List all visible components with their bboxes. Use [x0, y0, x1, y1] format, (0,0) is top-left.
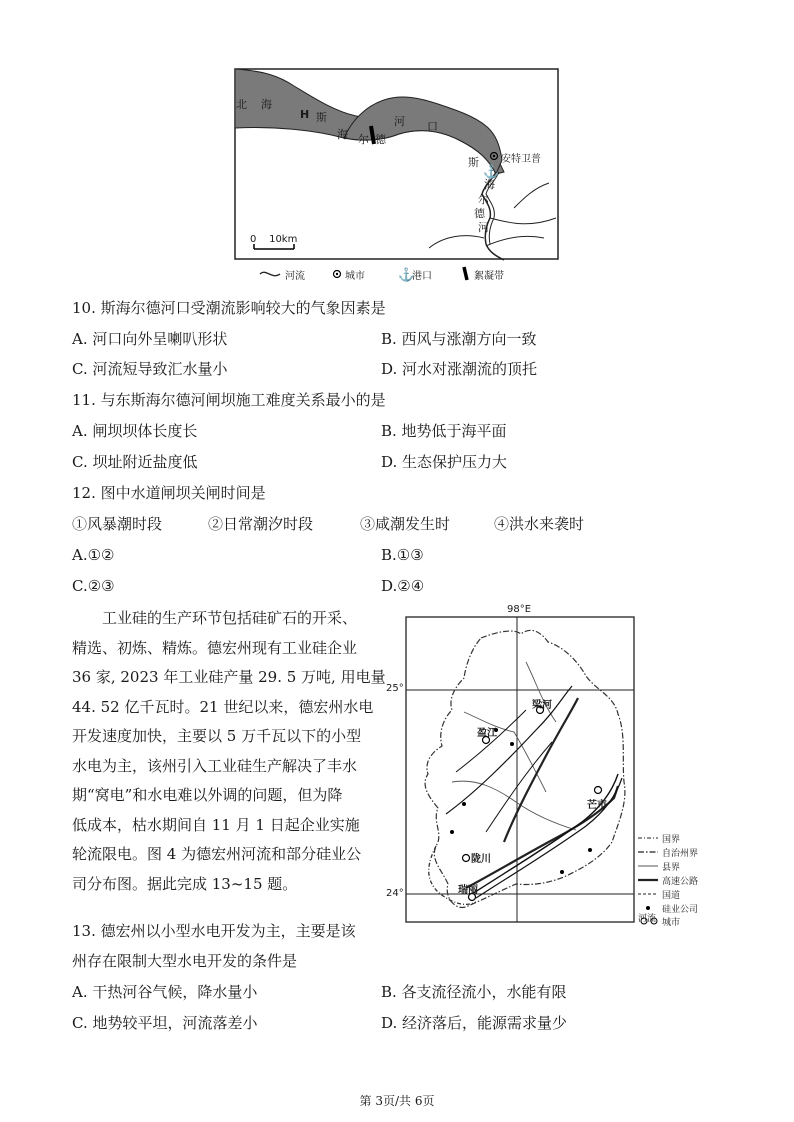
q13-option-d[interactable]: D. 经济落后，能源需求量少: [381, 1014, 568, 1032]
passage-line: 轮流限电。图 4 为德宏州河流和部分硅业公: [72, 845, 362, 863]
map-label-river-5: 河: [478, 221, 489, 234]
dehong-map: [386, 602, 716, 932]
q10-stem: 10. 斯海尔德河口受潮流影响较大的气象因素是: [72, 299, 386, 317]
map-label-antwerp: 安特卫普: [501, 154, 541, 165]
passage-line: 精选、初炼、精炼。德宏州现有工业硅企业: [72, 638, 358, 657]
legend-river-icon: [260, 272, 280, 275]
silicon-company-icon: [560, 870, 564, 874]
city-label-longchuan: 陇川: [471, 854, 491, 865]
passage-line: 水电为主，该州引入工业硅生产解决了丰水: [72, 756, 358, 775]
map-label-estuary-2: 海: [337, 128, 348, 141]
map-label-estuary-6: 口: [427, 120, 438, 133]
legend-zone-label: 絮凝带: [474, 271, 504, 282]
q12-item-2: ②日常潮汐时段: [208, 515, 314, 533]
q10-option-c[interactable]: C. 河流短导致汇水量小: [72, 360, 228, 378]
city-label-mangshi: 芒市: [587, 800, 607, 811]
silicon-company-icon: [450, 830, 454, 834]
map-label-estuary-4: 德: [375, 133, 386, 146]
q12-option-b[interactable]: B.①③: [381, 546, 424, 564]
q10-option-b[interactable]: B. 西风与涨潮方向一致: [381, 330, 537, 348]
city-label-yingjiang: 盈江: [477, 728, 497, 739]
map-label-estuary-5: 河: [394, 115, 405, 128]
passage-line: 44. 52 亿千瓦时。21 世纪以来，德宏州水电: [72, 697, 374, 716]
legend-city: 城市: [662, 918, 681, 928]
map-lat-top-label: 25°: [386, 683, 404, 694]
q13-option-a[interactable]: A. 干热河谷气候，降水量小: [72, 983, 258, 1001]
city-longchuan-icon: [463, 855, 470, 862]
page-number: 第 3页/共 6页: [359, 1094, 435, 1108]
city-label-lianghe: 梁河: [532, 700, 552, 711]
map-label-h: H: [300, 108, 310, 121]
passage-text: [72, 604, 386, 899]
legend-zone-icon: [464, 267, 467, 280]
passage-line: 36 家, 2023 年工业硅产量 29. 5 万吨, 用电量: [72, 668, 386, 686]
q11-option-c[interactable]: C. 坝址附近盐度低: [72, 453, 198, 471]
q12-item-1: ①风暴潮时段: [72, 515, 163, 533]
legend-national-road: 国道: [662, 891, 681, 901]
map-label-estuary-3: 尔: [358, 133, 369, 146]
legend-highway: 高速公路: [662, 877, 699, 887]
silicon-company-icon: [462, 802, 466, 806]
passage-line: 开发速度加快，主要以 5 万千瓦以下的小型: [72, 727, 362, 745]
map-label-river-2: 海: [484, 178, 495, 191]
q11-option-d[interactable]: D. 生态保护压力大: [381, 453, 508, 471]
legend-county-border: 县界: [662, 863, 681, 873]
q13-stem-line-2: 州存在限制大型水电开发的条件是: [72, 952, 298, 970]
legend-river-label-2: 河流: [638, 914, 657, 924]
passage-line: 低成本，枯水期间自 11 月 1 日起企业实施: [72, 815, 360, 834]
legend-silicon-company: 硅业公司: [662, 905, 699, 915]
q11-option-a[interactable]: A. 闸坝坝体长度长: [72, 422, 198, 440]
passage-line: 司分布图。据此完成 13~15 题。: [72, 874, 298, 893]
q13-stem-line-1: 13. 德宏州以小型水电开发为主，主要是该: [72, 922, 356, 940]
legend-national-border: 国界: [662, 835, 681, 845]
city-label-ruili: 瑞丽: [458, 885, 478, 896]
map-label-river-3: 尔: [478, 193, 489, 206]
q11-stem: 11. 与东斯海尔德河闸坝施工难度关系最小的是: [72, 391, 386, 409]
map-scale-label: 0 10km: [250, 234, 298, 245]
silicon-company-icon: [588, 848, 592, 852]
map-lon-label: 98°E: [507, 604, 532, 615]
q12-item-4: ④洪水来袭时: [494, 515, 585, 533]
q12-option-c[interactable]: C.②③: [72, 577, 115, 595]
passage-line: 期“窝电”和水电难以外调的问题，但为降: [72, 786, 343, 804]
q12-stem: 12. 图中水道闸坝关闸时间是: [72, 484, 266, 502]
legend-city-label: 城市: [345, 271, 365, 282]
q12-option-a[interactable]: A.①②: [72, 546, 115, 564]
city-mangshi-icon: [595, 787, 602, 794]
legend-port-icon: ⚓: [398, 268, 415, 283]
q12-option-d[interactable]: D.②④: [381, 577, 425, 595]
legend-river-label: 河流: [285, 271, 305, 282]
legend-port-label: 港口: [412, 271, 432, 282]
q10-option-a[interactable]: A. 河口向外呈喇叭形状: [72, 330, 228, 348]
q13-option-b[interactable]: B. 各支流径流小，水能有限: [381, 983, 567, 1001]
estuary-map-graphic: [234, 68, 559, 285]
map-label-sea: 海: [261, 98, 272, 111]
map-label-north: 北: [236, 98, 247, 111]
map-label-river-4: 德: [474, 207, 485, 220]
map-lat-bottom-label: 24°: [386, 888, 404, 899]
map-label-estuary-1: 斯: [316, 111, 327, 124]
q11-option-b[interactable]: B. 地势低于海平面: [381, 422, 507, 440]
passage-line: 工业硅的生产环节包括硅矿石的开采、: [102, 609, 358, 627]
estuary-map: [234, 68, 559, 285]
q12-item-3: ③咸潮发生时: [360, 515, 451, 533]
port-anchor-icon: ⚓: [483, 165, 500, 180]
silicon-company-icon: [510, 742, 514, 746]
q13-option-c[interactable]: C. 地势较平坦，河流落差小: [72, 1014, 258, 1032]
map-label-river-1: 斯: [468, 156, 479, 169]
q10-option-d[interactable]: D. 河水对涨潮流的顶托: [381, 360, 538, 378]
legend-prefecture-border: 自治州界: [662, 849, 699, 859]
